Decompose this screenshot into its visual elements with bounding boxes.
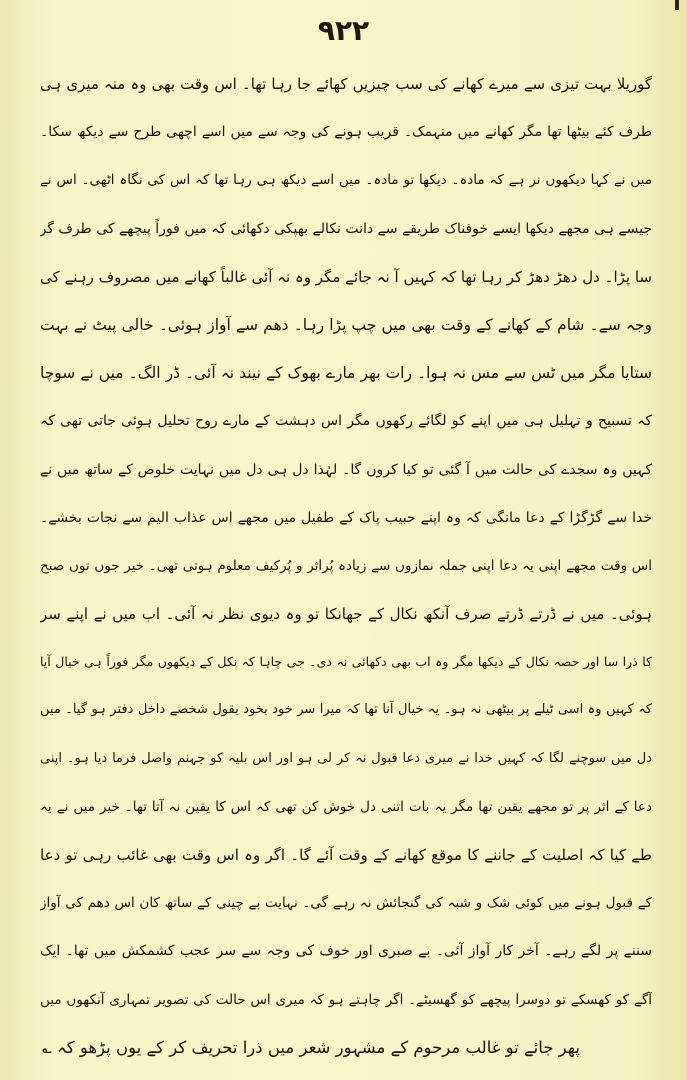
text-line: گوریلا بہت تیزی سے میرے کھانے کی سب چیزیں کھائے جا رہا تھا۔ اس وقت بھی وہ منہ میری ہی xyxy=(40,75,652,93)
text-line: وجہ سے۔ شام کے کھانے کے وقت بھی میں چپ پڑا رہا۔ دھم سے آواز ہوئی۔ خالی پیٹ نے بہت xyxy=(40,315,652,334)
text-line: کہ کہیں وہ اسی ٹیلے پر بیٹھی نہ ہو۔ یہ خیال آنا تھا کہ میرا سر خود بخود بقول شخصے داخل دفتر ہو گیا۔ میں xyxy=(40,702,652,718)
text-line: کے قبول ہونے میں کوئی شک و شبہ کی گنجائش نہ رہے گی۔ نہایت بے چینی کے ساتھ کان اس دھم کی آواز xyxy=(40,895,652,912)
text-line: سننے پر لگے رہے۔ آخر کار آواز آئی۔ بے صبری اور خوف کی وجہ سے سر عجب کشمکش میں تھا۔ ایک xyxy=(40,943,652,960)
text-line: سا پڑا۔ دل دھڑ دھڑ کر رہا تھا کہ کہیں آ نہ جائے مگر وہ نہ آئی غالباً کھانے میں مصروف رہنے کی xyxy=(40,267,652,286)
text-line: اس وقت مجھے اپنی یہ دعا اپنی جملہ نمازوں سے زیادہ پُراثر و پُرکیف معلوم ہوتی تھی۔ خیر جوں توں صبح xyxy=(40,557,652,574)
text-line: کا ذرا سا اور حصہ نکال کے دیکھا مگر وہ اب بھی دکھائی نہ دی۔ جی چاہا کہ نکل کے دیکھوں مگر فوراً ہی خیال آیا xyxy=(40,654,652,670)
text-line: کہیں وہ سجدے کی حالت میں آ گئی تو کیا کروں گا۔ لہٰذا دل ہی دل میں نہایت خلوص کے ساتھ میں نے xyxy=(40,461,652,478)
text-line: میں نے کہا دیکھوں نر ہے کہ مادہ۔ دیکھا تو مادہ۔ میں اسے دیکھ ہی رہا تھا کہ اس کی نگاہ اٹھی۔ اس نے xyxy=(40,172,652,189)
text-line: دعا کے اثر پر تو مجھے یقین تھا مگر یہ بات اتنی دل خوش کن تھی کہ اس کا یقین نہ آتا تھا۔ خیر میں نے یہ xyxy=(40,798,652,815)
body-text xyxy=(40,60,652,1072)
text-line: ہوئی۔ میں نے ڈرتے ڈرتے صرف آنکھ نکال کے جھانکا تو وہ دیوی نظر نہ آئی۔ اب میں نے اپنے سر xyxy=(40,605,652,624)
text-line: جیسے ہی مجھے دیکھا ایسے خوفناک طریقے سے دانت نکالے بھپکی دکھائی کہ میں فوراً پیچھے کی طرف گر xyxy=(40,220,652,237)
text-line: طے کیا کہ اصلیت کے جاننے کا موقع کھانے کے وقت آئے گا۔ اگر وہ اس وقت بھی غائب رہی تو دعا xyxy=(40,846,652,864)
corner-ink-mark xyxy=(675,0,679,10)
page-number: ۹۲۲ xyxy=(317,14,370,47)
text-line: پھر جائے تو غالب مرحوم کے مشہور شعر میں ذرا تحریف کر کے یوں پڑھو کہ ؎ xyxy=(42,1037,580,1057)
text-line: ستایا مگر میں ٹس سے مس نہ ہوا۔ رات بھر مارے بھوک کے نیند نہ آئی۔ ڈر الگ۔ میں نے سوچا xyxy=(40,364,652,383)
text-line: کہ تسبیح و تہلیل ہی میں اپنے کو لگائے رکھوں مگر اس دہشت کے مارے روح تحلیل ہوئی جاتی تھی کہ xyxy=(40,413,652,430)
text-line: آگے کو کھسکے تو دوسرا پیچھے کو گھسیٹے۔ اگر چاہتے ہو کہ میری اس حالت کی تصویر تمہاری آنکھوں میں xyxy=(40,991,652,1008)
text-line: دل میں سوچنے لگا کہ کہیں خدا نے میری دعا قبول نہ کر لی ہو اور اس بلیہ کو جہنم واصل فرما دیا ہو۔ اپنی xyxy=(40,750,652,766)
text-line: طرف کئے بیٹھا تھا مگر کھانے میں منہمک۔ قریب ہونے کی وجہ سے میں اسے اچھی طرح سے دیکھ سکا۔ xyxy=(40,124,652,141)
text-line: خدا سے گڑگڑا کے دعا مانگی کہ وہ اپنے حبیب پاک کے طفیل میں مجھے اس عذاب الیم سے نجات بخشے۔ xyxy=(40,509,652,526)
